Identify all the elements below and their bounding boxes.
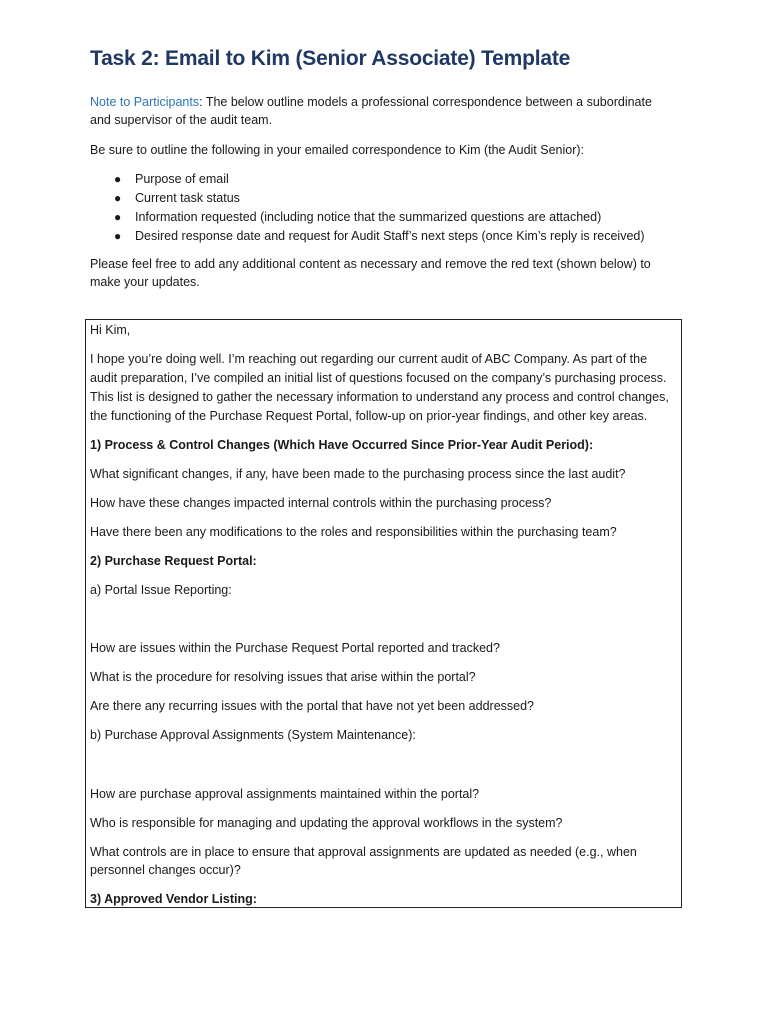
- question: What is the procedure for resolving issues that arise within the portal?: [90, 670, 476, 684]
- question: How have these changes impacted internal controls within the purchasing process?: [90, 496, 552, 510]
- bullet-icon: ●: [114, 191, 122, 205]
- page-title: Task 2: Email to Kim (Senior Associate) Template: [90, 47, 571, 70]
- subheading-approval-assignments: b) Purchase Approval Assignments (System Maintenance):: [90, 728, 416, 742]
- bullet-icon: ●: [114, 172, 122, 186]
- note-text-line1: : The below outline models a professional correspondence between a subordinate: [199, 95, 652, 109]
- email-intro-line: the functioning of the Purchase Request Portal, follow-up on prior-year findings, and other key areas.: [90, 409, 648, 423]
- question: How are issues within the Purchase Request Portal reported and tracked?: [90, 641, 500, 655]
- question: What significant changes, if any, have been made to the purchasing process since the last audit?: [90, 467, 626, 481]
- question: Are there any recurring issues with the portal that have not yet been addressed?: [90, 699, 535, 713]
- email-intro-line: This list is designed to gather the necessary information to understand any process and control changes,: [90, 390, 669, 404]
- note-paragraph: [90, 93, 652, 111]
- question-continued: personnel changes occur)?: [90, 863, 241, 877]
- instruction-text: Be sure to outline the following in your emailed correspondence to Kim (the Audit Senior):: [90, 143, 585, 157]
- email-intro-line: audit preparation, I’ve compiled an initial list of questions focused on the company’s purchasing process.: [90, 371, 667, 385]
- bullet-icon: ●: [114, 210, 122, 224]
- note-text-line2: and supervisor of the audit team.: [90, 113, 273, 127]
- section-heading-process-changes: 1) Process & Control Changes (Which Have Occurred Since Prior-Year Audit Period):: [90, 438, 594, 452]
- bullet-icon: ●: [114, 229, 122, 243]
- free-text-line1: Please feel free to add any additional content as necessary and remove the red text (shown below) to: [90, 257, 651, 271]
- requirements-list: [90, 170, 690, 246]
- free-text-line2: make your updates.: [90, 275, 200, 289]
- list-item: ● Current task status: [114, 191, 240, 205]
- question: Who is responsible for managing and updating the approval workflows in the system?: [90, 816, 563, 830]
- email-greeting: Hi Kim,: [90, 323, 131, 337]
- list-item: ● Desired response date and request for Audit Staff’s next steps (once Kim’s reply is received): [114, 229, 645, 243]
- list-item: ● Purpose of email: [114, 172, 229, 186]
- question: What controls are in place to ensure that approval assignments are updated as needed (e.g., when: [90, 845, 637, 859]
- email-intro-line: I hope you’re doing well. I’m reaching out regarding our current audit of ABC Company. As part of the: [90, 352, 648, 366]
- section-heading-vendor-listing: 3) Approved Vendor Listing:: [90, 892, 257, 906]
- list-item: ● Information requested (including notice that the summarized questions are attached): [114, 210, 602, 224]
- question: How are purchase approval assignments maintained within the portal?: [90, 787, 480, 801]
- subheading-issue-reporting: a) Portal Issue Reporting:: [90, 583, 232, 597]
- section-heading-portal: 2) Purchase Request Portal:: [90, 554, 257, 568]
- question: Have there been any modifications to the roles and responsibilities within the purchasing team?: [90, 525, 617, 539]
- note-label: Note to Participants: [90, 95, 200, 109]
